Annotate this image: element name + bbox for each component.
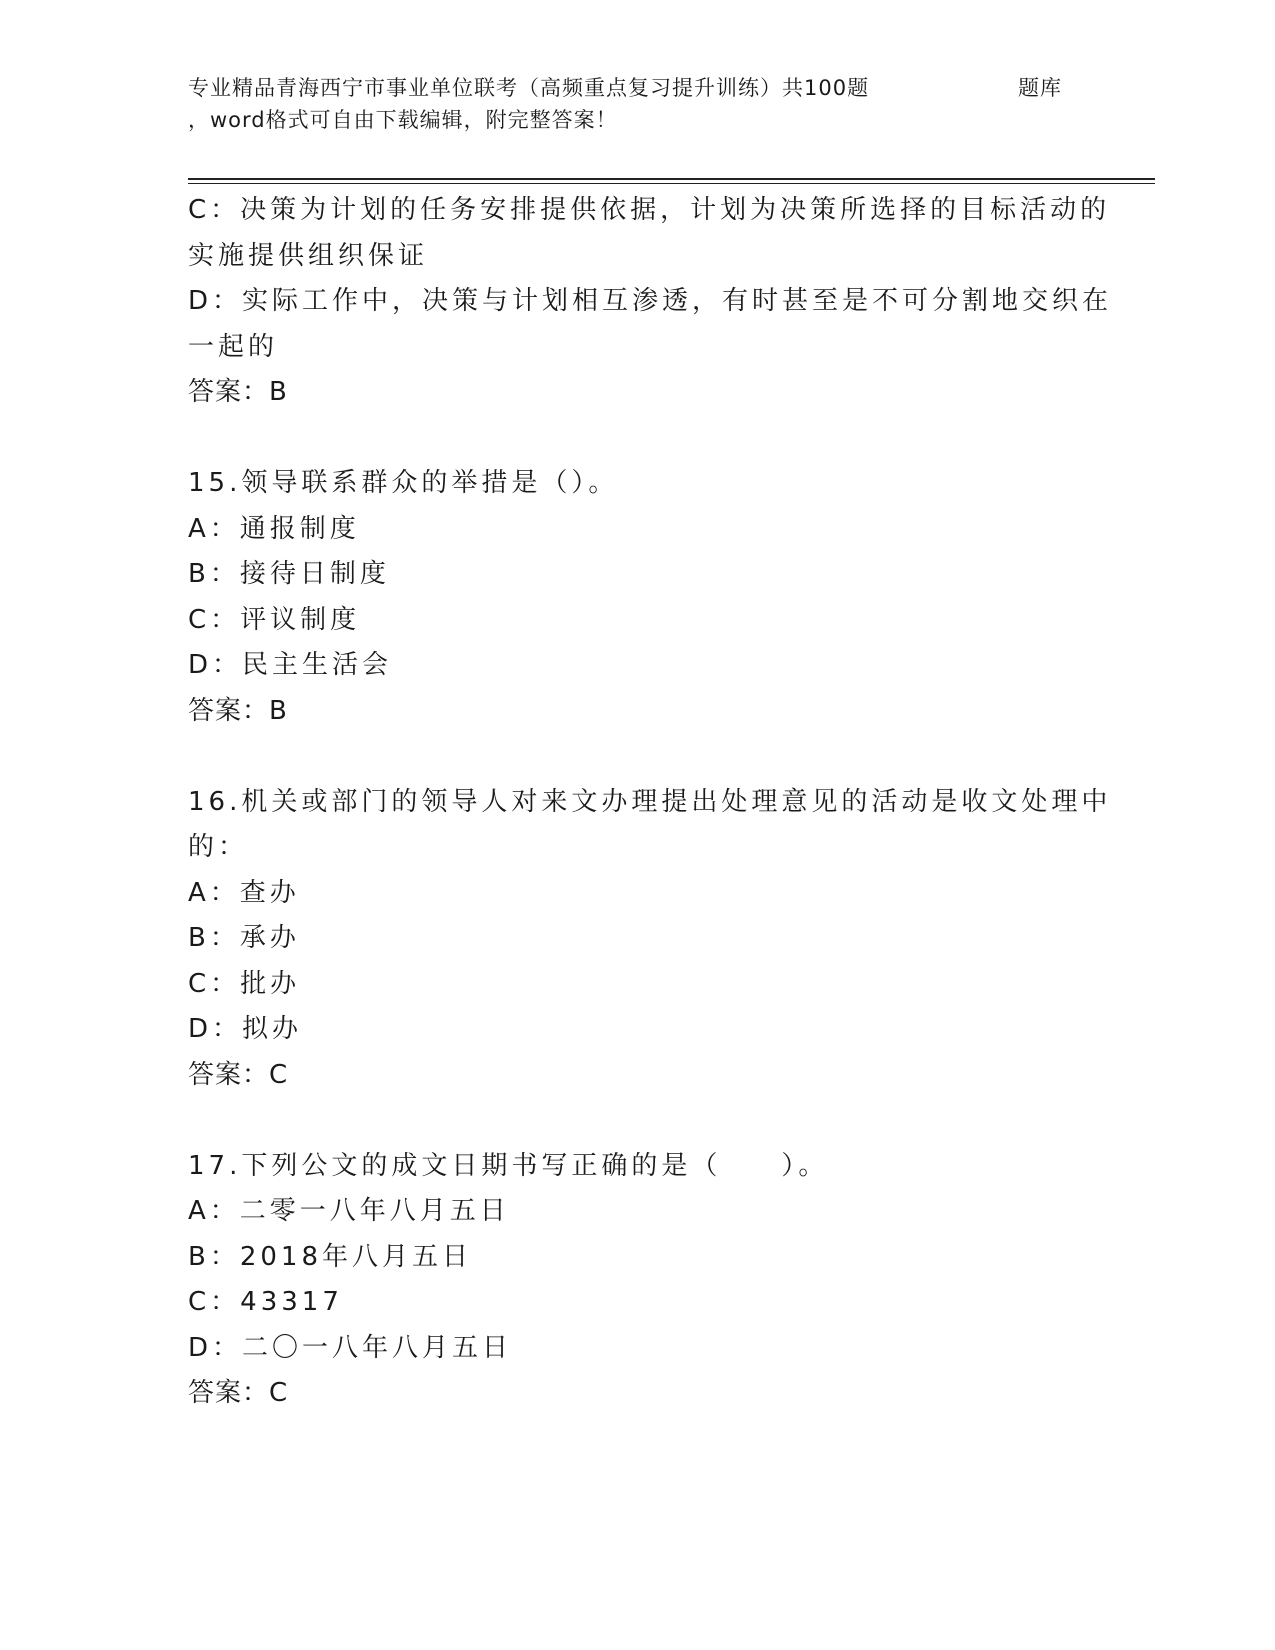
question-17 <box>188 1144 1088 1417</box>
document-header <box>188 72 1088 136</box>
spacer <box>188 416 1088 462</box>
answer: 答案：C <box>188 1059 289 1090</box>
header-subtitle: ，word格式可自由下载编辑，附完整答案！ <box>188 108 618 132</box>
header-title: 专业精品青海西宁市事业单位联考（高频重点复习提升训练）共100题 <box>188 76 870 100</box>
option-a: A：查办 <box>188 877 300 908</box>
document-body <box>188 188 1113 1417</box>
option-c: C：43317 <box>188 1287 343 1317</box>
question-stem: 15.领导联系群众的举措是（）。 <box>188 468 619 498</box>
option-b: B：2018年八月五日 <box>188 1241 473 1272</box>
option-a: A：通报制度 <box>188 513 360 544</box>
option-a: A：二零一八年八月五日 <box>188 1196 510 1226</box>
question-16 <box>188 780 1112 1099</box>
option-b: B：承办 <box>188 923 300 953</box>
option-c: C：决策为计划的任务安排提供依据，计划为决策所选择的目标活动的 <box>188 195 1111 225</box>
option-d: D：拟办 <box>188 1014 303 1044</box>
question-14-continued <box>188 188 1113 416</box>
header-divider-thin <box>188 183 1155 184</box>
option-c: C：批办 <box>188 968 301 999</box>
option-c: C：评议制度 <box>188 604 361 635</box>
answer: 答案：B <box>188 377 288 407</box>
header-divider-thick <box>188 178 1155 180</box>
question-stem-continued: 的： <box>188 832 249 862</box>
option-b: B：接待日制度 <box>188 559 390 589</box>
option-d: D：实际工作中，决策与计划相互渗透，有时甚至是不可分割地交织在 <box>188 286 1113 316</box>
option-d: D：民主生活会 <box>188 650 393 680</box>
option-d: D：二〇一八年八月五日 <box>188 1332 513 1363</box>
header-tag: 题库 <box>1018 76 1062 100</box>
question-stem: 17.下列公文的成文日期书写正确的是（ ）。 <box>188 1150 829 1181</box>
option-d-continued: 一起的 <box>188 331 279 362</box>
answer: 答案：B <box>188 695 288 726</box>
spacer <box>188 734 1088 780</box>
option-c-continued: 实施提供组织保证 <box>188 240 429 271</box>
question-stem: 16.机关或部门的领导人对来文办理提出处理意见的活动是收文处理中 <box>188 786 1112 817</box>
question-15 <box>188 461 1088 734</box>
answer: 答案：C <box>188 1378 289 1408</box>
spacer <box>188 1098 1088 1144</box>
